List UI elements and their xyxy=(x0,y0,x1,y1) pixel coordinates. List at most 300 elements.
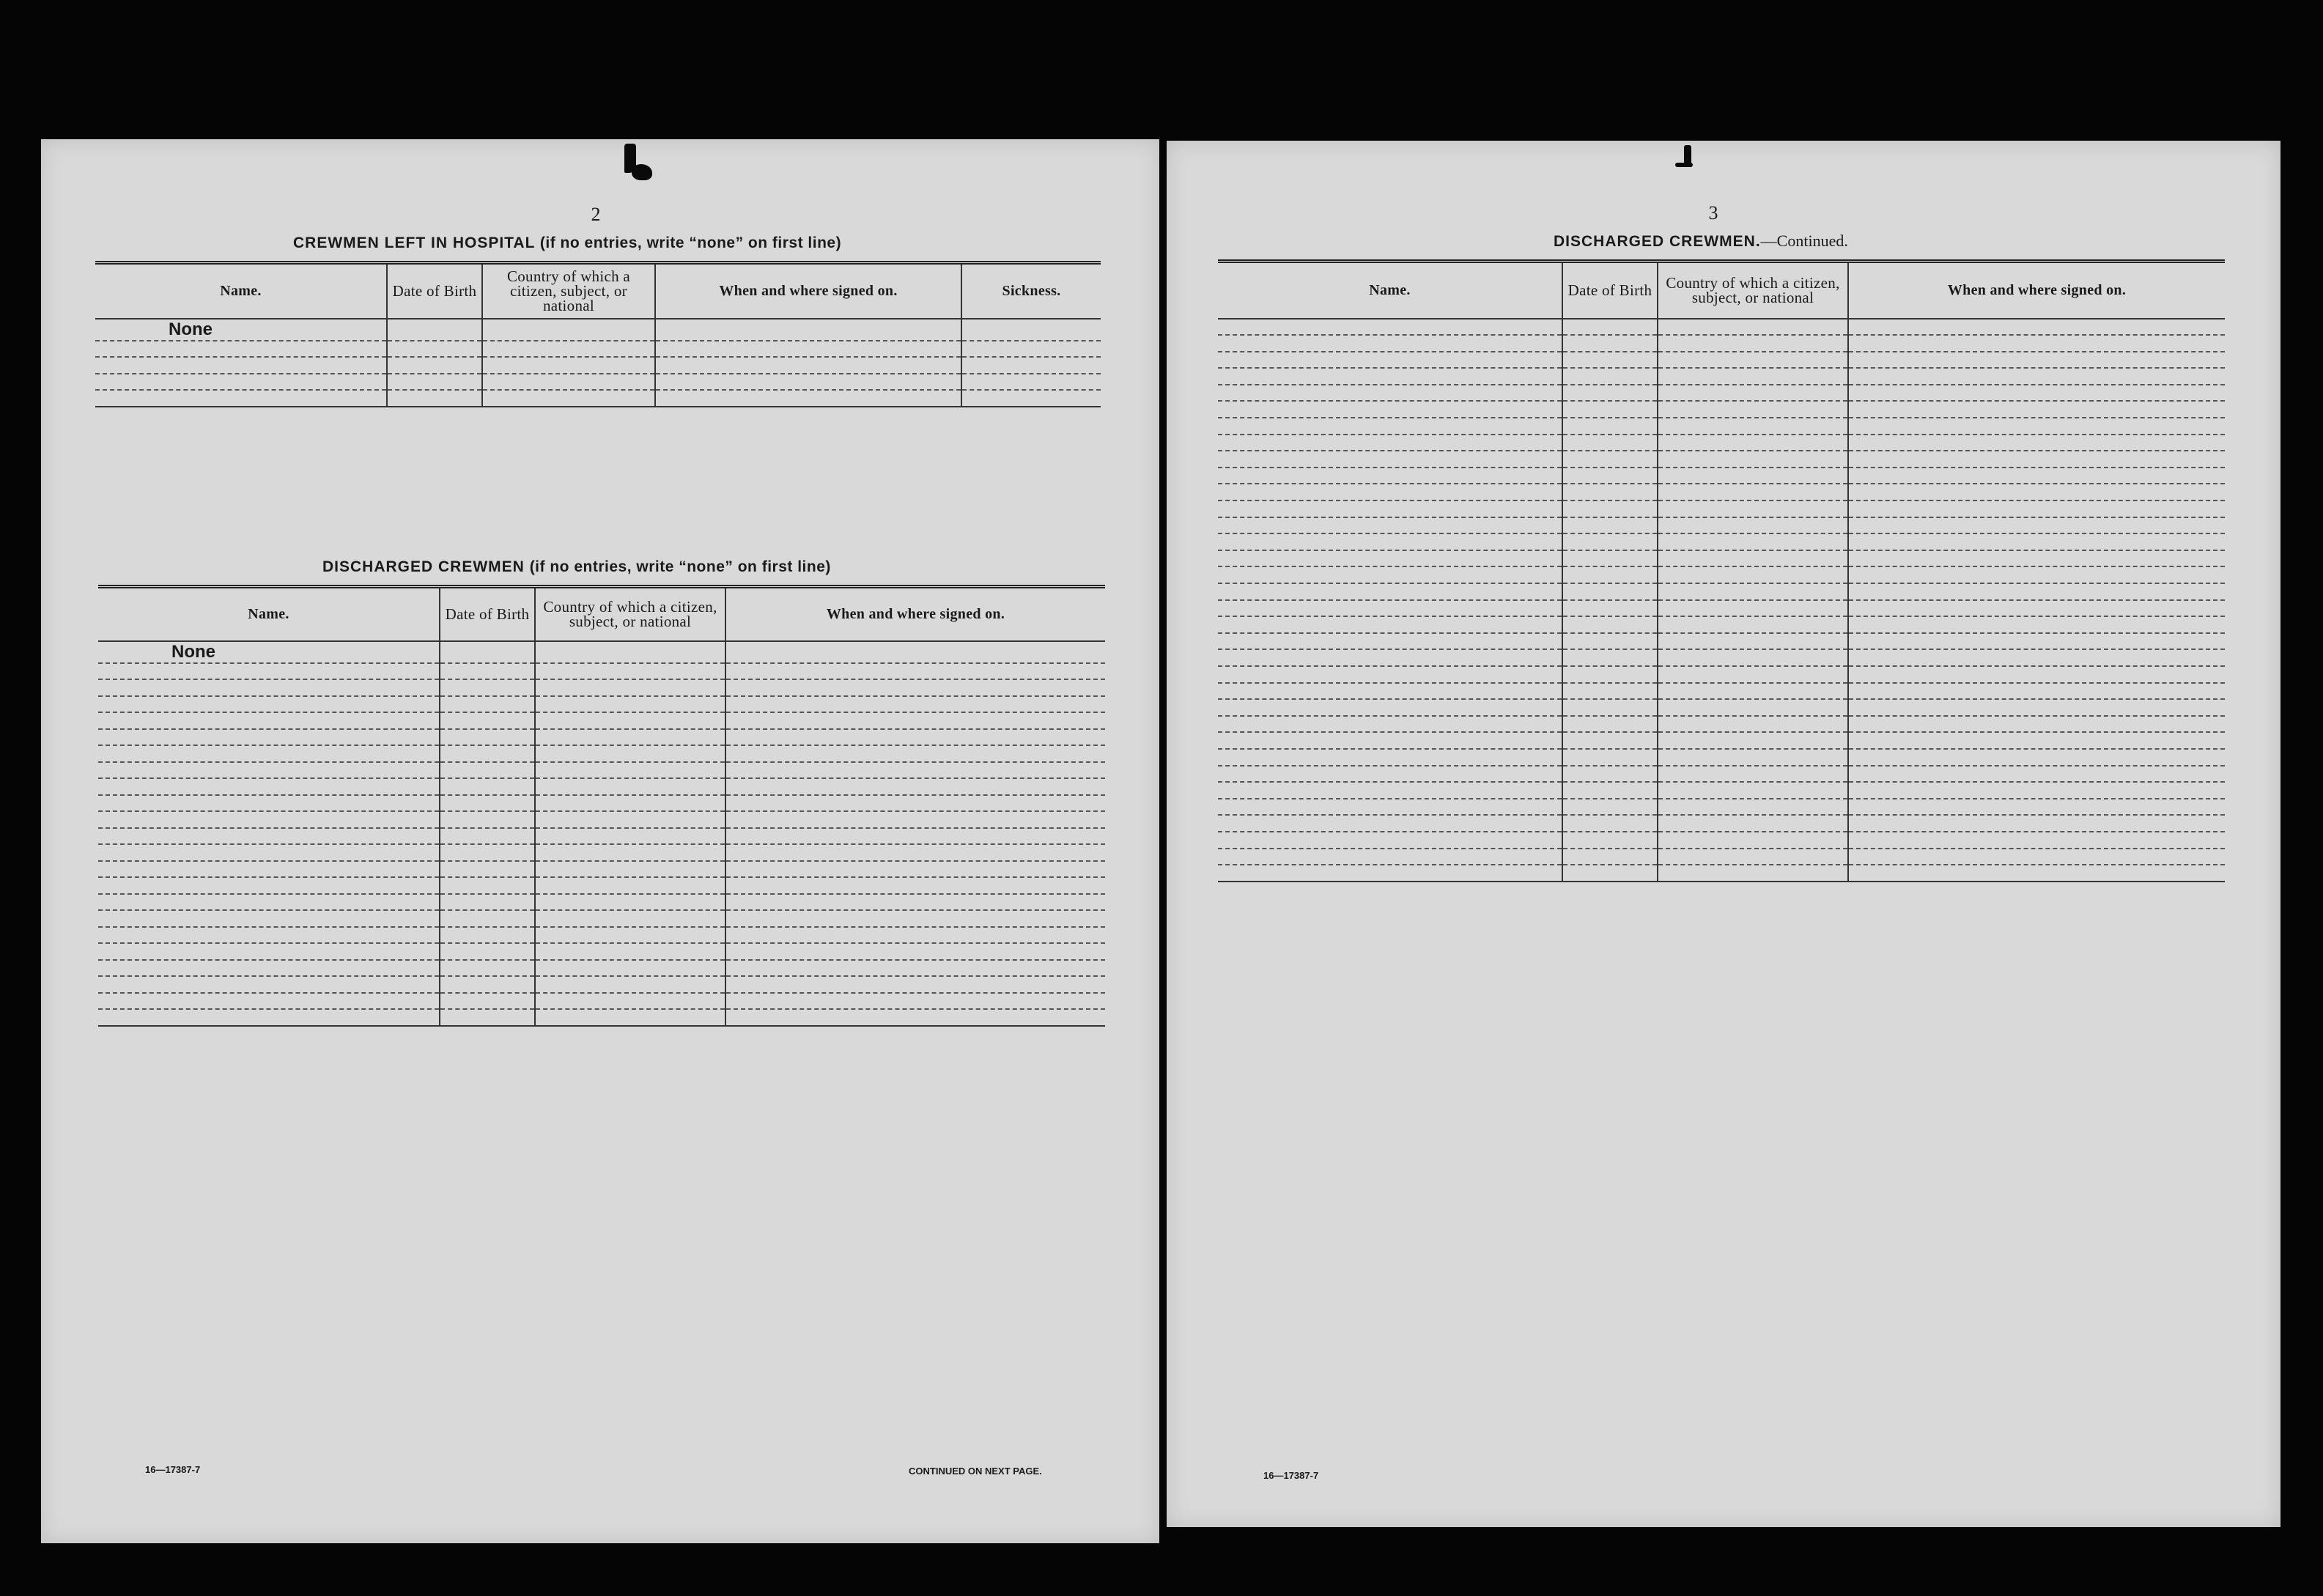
section-title-text: DISCHARGED CREWMEN. xyxy=(1554,233,1761,250)
name-cell: None xyxy=(98,641,440,663)
name-cell xyxy=(98,762,440,779)
entry-cell xyxy=(535,894,725,911)
entry-cell xyxy=(1658,766,1848,783)
form-row xyxy=(98,729,1105,746)
form-row xyxy=(1218,649,2225,666)
form-row xyxy=(1218,468,2225,484)
entry-cell xyxy=(1848,749,2225,766)
section-instruction: (if no entries, write “none” on first line) xyxy=(529,558,831,575)
form-row xyxy=(98,1009,1105,1026)
entry-cell xyxy=(1562,600,1658,617)
entry-cell xyxy=(440,729,535,746)
entry-cell xyxy=(1848,666,2225,683)
entry-cell xyxy=(387,341,482,358)
entry-cell xyxy=(1562,319,1658,336)
entry-cell xyxy=(725,795,1105,812)
form-row xyxy=(98,778,1105,795)
entry-cell xyxy=(1848,566,2225,583)
section-title xyxy=(293,234,841,252)
entry-cell xyxy=(440,795,535,812)
entry-cell xyxy=(535,811,725,828)
name-cell xyxy=(1218,633,1562,650)
form-row xyxy=(98,927,1105,944)
form-row xyxy=(1218,517,2225,534)
name-cell xyxy=(1218,468,1562,484)
entry-cell xyxy=(1658,352,1848,369)
name-cell xyxy=(1218,319,1562,336)
entry-cell xyxy=(1562,799,1658,816)
form-row xyxy=(1218,616,2225,633)
name-cell xyxy=(98,844,440,861)
entry-cell xyxy=(725,861,1105,878)
entry-cell xyxy=(1658,749,1848,766)
entry-cell xyxy=(1562,815,1658,832)
name-cell xyxy=(98,927,440,944)
entry-cell xyxy=(1658,468,1848,484)
entry-cell xyxy=(1848,583,2225,600)
entry-cell xyxy=(1848,335,2225,352)
entry-cell xyxy=(1848,600,2225,617)
entry-cell xyxy=(535,1009,725,1026)
entry-cell xyxy=(535,729,725,746)
entry-cell xyxy=(1848,385,2225,402)
entry-cell xyxy=(1562,566,1658,583)
entry-cell xyxy=(655,341,961,358)
ink-blot-mark xyxy=(632,164,652,180)
entry-cell xyxy=(1562,716,1658,733)
form-row xyxy=(98,993,1105,1010)
entry-cell xyxy=(1848,468,2225,484)
name-cell xyxy=(95,341,387,358)
continued-note: CONTINUED ON NEXT PAGE. xyxy=(909,1466,1042,1477)
form-row xyxy=(98,811,1105,828)
entry-cell xyxy=(1848,649,2225,666)
entry-cell xyxy=(1848,832,2225,849)
entry-cell xyxy=(1562,766,1658,783)
name-cell xyxy=(1218,352,1562,369)
entry-cell xyxy=(1658,566,1848,583)
form-row xyxy=(1218,435,2225,451)
name-cell xyxy=(1218,616,1562,633)
entry-cell xyxy=(387,374,482,391)
form-row xyxy=(98,910,1105,927)
entry-cell xyxy=(440,696,535,713)
entry-cell xyxy=(1848,766,2225,783)
form-row xyxy=(95,357,1101,374)
name-cell xyxy=(1218,451,1562,468)
form-row xyxy=(98,795,1105,812)
entry-cell xyxy=(1658,633,1848,650)
column-header-name: Name. xyxy=(1218,262,1562,319)
entry-cell xyxy=(725,910,1105,927)
form-row xyxy=(1218,418,2225,435)
name-cell xyxy=(98,894,440,911)
entry-cell xyxy=(1562,832,1658,849)
entry-cell xyxy=(440,976,535,993)
name-cell xyxy=(98,663,440,680)
entry-cell xyxy=(1562,385,1658,402)
entry-cell xyxy=(725,1009,1105,1026)
entry-cell xyxy=(535,976,725,993)
page-number: 2 xyxy=(591,204,601,225)
entry-cell xyxy=(961,374,1101,391)
entry-cell xyxy=(1658,435,1848,451)
entry-cell xyxy=(440,679,535,696)
entry-cell xyxy=(1848,451,2225,468)
entry-cell xyxy=(535,861,725,878)
form-row xyxy=(98,943,1105,960)
entry-cell xyxy=(725,712,1105,729)
ink-blot-mark xyxy=(1675,163,1693,167)
entry-cell xyxy=(1562,699,1658,716)
name-cell xyxy=(1218,500,1562,517)
entry-cell xyxy=(655,357,961,374)
entry-cell xyxy=(1658,666,1848,683)
column-header-date-of-birth: Date of Birth xyxy=(387,263,482,319)
entry-cell xyxy=(1658,832,1848,849)
entry-cell xyxy=(387,319,482,341)
entry-cell xyxy=(1562,335,1658,352)
entry-cell xyxy=(1658,600,1848,617)
entry-cell xyxy=(1848,716,2225,733)
name-cell xyxy=(98,811,440,828)
entry-cell xyxy=(440,943,535,960)
entry-cell xyxy=(535,960,725,977)
entry-cell xyxy=(1562,401,1658,418)
name-cell xyxy=(1218,566,1562,583)
form-row xyxy=(95,374,1101,391)
form-row xyxy=(95,319,1101,341)
entry-cell xyxy=(725,943,1105,960)
entry-cell xyxy=(440,778,535,795)
name-cell: None xyxy=(95,319,387,341)
form-row xyxy=(1218,766,2225,783)
entry-cell xyxy=(725,993,1105,1010)
name-cell xyxy=(1218,683,1562,700)
name-cell xyxy=(1218,335,1562,352)
name-cell xyxy=(1218,401,1562,418)
name-cell xyxy=(1218,435,1562,451)
name-cell xyxy=(98,960,440,977)
entry-cell xyxy=(725,894,1105,911)
entry-cell xyxy=(1658,517,1848,534)
column-header-signed-on: When and where signed on. xyxy=(1848,262,2225,319)
form-row xyxy=(1218,666,2225,683)
form-row xyxy=(98,844,1105,861)
right-page xyxy=(1167,141,2280,1527)
entry-cell xyxy=(535,712,725,729)
entry-cell xyxy=(655,390,961,407)
entry-cell xyxy=(1658,865,1848,882)
name-cell xyxy=(98,745,440,762)
entry-cell xyxy=(725,745,1105,762)
entry-cell xyxy=(961,390,1101,407)
entry-cell xyxy=(1562,517,1658,534)
entry-cell xyxy=(535,745,725,762)
form-row xyxy=(1218,484,2225,500)
entry-cell xyxy=(482,341,655,358)
entry-cell xyxy=(1848,633,2225,650)
entry-cell xyxy=(535,828,725,845)
form-row xyxy=(95,341,1101,358)
form-row xyxy=(1218,749,2225,766)
entry-cell xyxy=(440,762,535,779)
section-title-suffix: —Continued. xyxy=(1760,232,1848,250)
entry-cell xyxy=(1658,550,1848,567)
form-row xyxy=(1218,451,2225,468)
entry-cell xyxy=(1562,749,1658,766)
entry-cell xyxy=(535,927,725,944)
form-row xyxy=(98,762,1105,779)
entry-cell xyxy=(440,861,535,878)
entry-cell xyxy=(535,910,725,927)
column-header-signed-on: When and where signed on. xyxy=(725,587,1105,641)
name-cell xyxy=(1218,815,1562,832)
form-row xyxy=(98,861,1105,878)
name-cell xyxy=(1218,583,1562,600)
name-cell xyxy=(1218,484,1562,500)
entry-cell xyxy=(1658,799,1848,816)
column-header-country: Country of which a citizen, subject, or national xyxy=(1658,262,1848,319)
name-cell xyxy=(98,943,440,960)
column-header-name: Name. xyxy=(95,263,387,319)
name-cell xyxy=(1218,368,1562,385)
form-row xyxy=(98,960,1105,977)
entry-cell xyxy=(482,357,655,374)
name-cell xyxy=(1218,666,1562,683)
name-cell xyxy=(1218,749,1562,766)
entry-cell xyxy=(482,390,655,407)
name-cell xyxy=(1218,849,1562,865)
entry-cell xyxy=(725,976,1105,993)
name-cell xyxy=(98,679,440,696)
entry-cell xyxy=(1848,352,2225,369)
entry-cell xyxy=(1848,732,2225,749)
entry-cell xyxy=(1848,500,2225,517)
entry-cell xyxy=(1658,699,1848,716)
form-code: 16—17387-7 xyxy=(145,1464,201,1475)
entry-cell xyxy=(535,696,725,713)
entry-cell xyxy=(961,319,1101,341)
name-cell xyxy=(98,712,440,729)
entry-cell xyxy=(725,828,1105,845)
name-cell xyxy=(1218,600,1562,617)
column-header-country: Country of which a citizen, subject, or national xyxy=(535,587,725,641)
entry-cell xyxy=(535,844,725,861)
entry-cell xyxy=(1848,616,2225,633)
entry-cell xyxy=(1562,583,1658,600)
entry-cell xyxy=(1658,451,1848,468)
entry-cell xyxy=(725,778,1105,795)
form-row xyxy=(98,712,1105,729)
form-row xyxy=(1218,335,2225,352)
entry-cell xyxy=(1658,385,1848,402)
form-row xyxy=(1218,732,2225,749)
discharged-table xyxy=(98,585,1105,1027)
entry-cell xyxy=(1848,849,2225,865)
entry-cell xyxy=(1848,517,2225,534)
form-row xyxy=(1218,782,2225,799)
entry-cell xyxy=(1658,716,1848,733)
entry-cell xyxy=(1562,368,1658,385)
form-row xyxy=(1218,319,2225,336)
entry-cell xyxy=(1658,849,1848,865)
entry-cell xyxy=(535,641,725,663)
entry-cell xyxy=(725,762,1105,779)
entry-cell xyxy=(1658,815,1848,832)
entry-cell xyxy=(725,877,1105,894)
entry-cell xyxy=(725,729,1105,746)
entry-cell xyxy=(387,357,482,374)
form-row xyxy=(1218,832,2225,849)
discharged-continued-table xyxy=(1218,259,2225,882)
entry-cell xyxy=(440,910,535,927)
entry-cell xyxy=(440,811,535,828)
entry-cell xyxy=(535,762,725,779)
entry-cell xyxy=(1562,550,1658,567)
name-cell xyxy=(95,390,387,407)
entry-cell xyxy=(961,341,1101,358)
entry-cell xyxy=(1562,782,1658,799)
entry-cell xyxy=(1562,451,1658,468)
entry-cell xyxy=(535,877,725,894)
form-row xyxy=(1218,583,2225,600)
name-cell xyxy=(1218,782,1562,799)
name-cell xyxy=(1218,716,1562,733)
entry-cell xyxy=(1848,799,2225,816)
entry-cell xyxy=(1848,484,2225,500)
entry-cell xyxy=(1562,500,1658,517)
entry-cell xyxy=(440,828,535,845)
entry-cell xyxy=(1658,732,1848,749)
section-title-text: DISCHARGED CREWMEN xyxy=(322,558,525,575)
entry-cell xyxy=(1562,849,1658,865)
name-cell xyxy=(98,1009,440,1026)
name-cell xyxy=(1218,766,1562,783)
form-code: 16—17387-7 xyxy=(1263,1470,1319,1481)
form-row xyxy=(1218,633,2225,650)
entry-cell xyxy=(482,319,655,341)
name-cell xyxy=(1218,699,1562,716)
entry-cell xyxy=(1562,616,1658,633)
form-row xyxy=(98,679,1105,696)
entry-cell xyxy=(1562,418,1658,435)
name-cell xyxy=(95,374,387,391)
form-row xyxy=(98,976,1105,993)
name-cell xyxy=(1218,418,1562,435)
entry-cell xyxy=(1848,418,2225,435)
entry-cell xyxy=(440,663,535,680)
form-row xyxy=(1218,699,2225,716)
entry-cell xyxy=(1848,319,2225,336)
form-row xyxy=(1218,352,2225,369)
entry-cell xyxy=(535,778,725,795)
entry-cell xyxy=(440,960,535,977)
name-cell xyxy=(98,828,440,845)
form-row xyxy=(1218,600,2225,617)
entry-cell xyxy=(440,712,535,729)
entry-cell xyxy=(1848,435,2225,451)
entry-cell xyxy=(1658,533,1848,550)
entry-cell xyxy=(535,795,725,812)
form-row xyxy=(98,663,1105,680)
form-row xyxy=(1218,815,2225,832)
name-cell xyxy=(98,993,440,1010)
form-row xyxy=(98,828,1105,845)
entry-cell xyxy=(535,679,725,696)
entry-cell xyxy=(1562,435,1658,451)
entry-cell xyxy=(1562,533,1658,550)
name-cell xyxy=(1218,517,1562,534)
section-title xyxy=(322,558,831,576)
column-header-date-of-birth: Date of Birth xyxy=(440,587,535,641)
name-cell xyxy=(98,696,440,713)
name-cell xyxy=(1218,832,1562,849)
name-cell xyxy=(1218,732,1562,749)
name-cell xyxy=(98,729,440,746)
page-number: 3 xyxy=(1708,202,1718,223)
name-cell xyxy=(95,357,387,374)
entry-cell xyxy=(440,877,535,894)
form-row xyxy=(1218,566,2225,583)
column-header-sickness: Sickness. xyxy=(961,263,1101,319)
section-title-text: CREWMEN LEFT IN HOSPITAL xyxy=(293,234,536,251)
entry-cell xyxy=(1848,533,2225,550)
name-cell xyxy=(98,778,440,795)
entry-cell xyxy=(1658,335,1848,352)
entry-cell xyxy=(387,390,482,407)
entry-cell xyxy=(1848,683,2225,700)
entry-cell xyxy=(725,679,1105,696)
name-cell xyxy=(98,877,440,894)
section-title xyxy=(1554,232,1848,251)
entry-cell xyxy=(1562,732,1658,749)
form-row xyxy=(98,877,1105,894)
form-row xyxy=(98,696,1105,713)
column-header-country: Country of which a citizen, subject, or national xyxy=(482,263,655,319)
entry-cell xyxy=(725,844,1105,861)
entry-cell xyxy=(1658,649,1848,666)
entry-cell xyxy=(1658,401,1848,418)
form-row xyxy=(1218,849,2225,865)
form-row xyxy=(98,641,1105,663)
name-cell xyxy=(98,861,440,878)
entry-cell xyxy=(1658,782,1848,799)
entry-cell xyxy=(1562,865,1658,882)
entry-cell xyxy=(725,811,1105,828)
entry-cell xyxy=(725,663,1105,680)
entry-cell xyxy=(961,357,1101,374)
entry-cell xyxy=(725,641,1105,663)
form-row xyxy=(1218,401,2225,418)
entry-cell xyxy=(1658,368,1848,385)
form-row xyxy=(1218,500,2225,517)
column-header-name: Name. xyxy=(98,587,440,641)
form-row xyxy=(1218,865,2225,882)
entry-cell xyxy=(1848,815,2225,832)
entry-cell xyxy=(440,641,535,663)
entry-cell xyxy=(1562,683,1658,700)
entry-cell xyxy=(1562,352,1658,369)
entry-cell xyxy=(1848,368,2225,385)
entry-cell xyxy=(1658,616,1848,633)
entry-cell xyxy=(440,993,535,1010)
entry-cell xyxy=(1848,865,2225,882)
entry-cell xyxy=(1658,683,1848,700)
entry-cell xyxy=(1658,500,1848,517)
entry-cell xyxy=(1848,699,2225,716)
entry-cell xyxy=(725,927,1105,944)
